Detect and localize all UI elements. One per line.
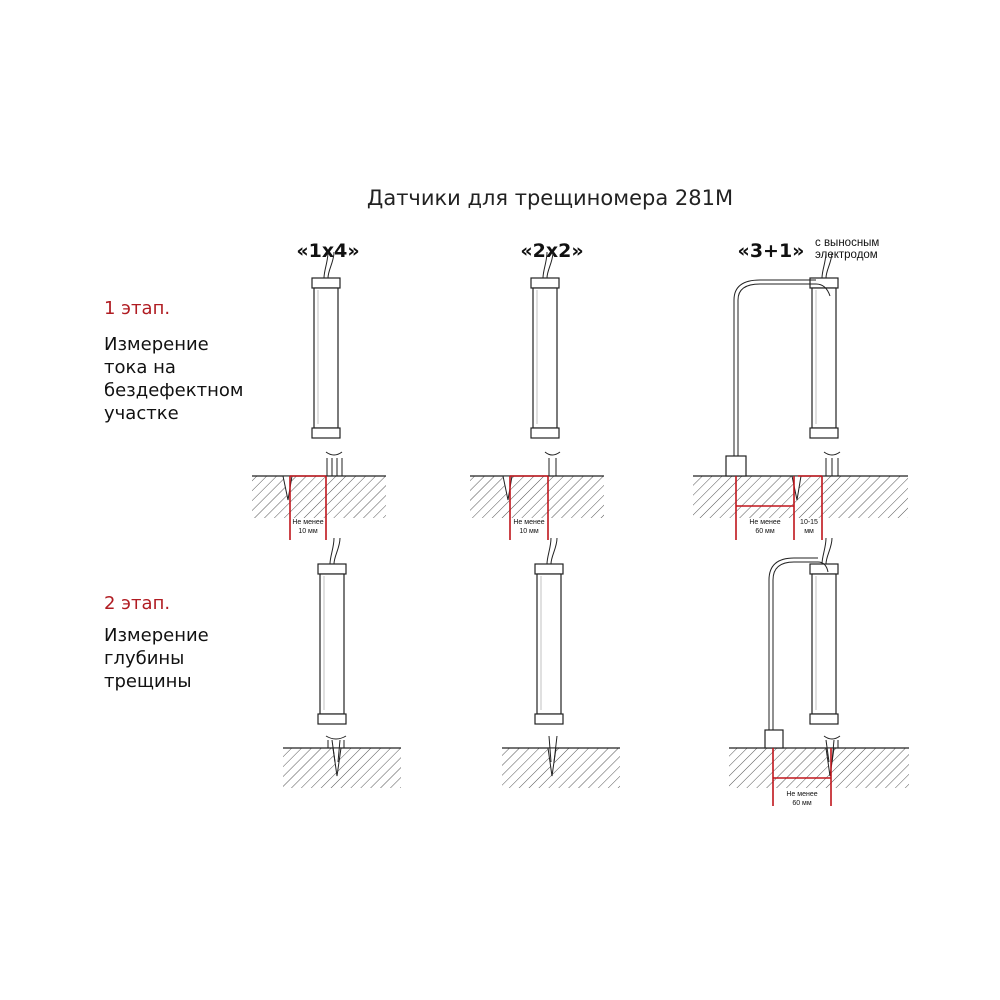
dim-label-10mm: Не менее bbox=[292, 519, 324, 526]
stage1-1x4-drawing bbox=[252, 252, 386, 540]
column-header-1x4: «1х4» bbox=[296, 240, 360, 262]
column-header-3plus1: «3+1» bbox=[737, 240, 805, 262]
stage-1-label: 1 этап. bbox=[104, 298, 171, 319]
stage-2-desc-line: глубины bbox=[104, 648, 185, 669]
dim-label-10mm-unit: 10 мм bbox=[519, 528, 539, 535]
dim-label-60mm: Не менее bbox=[786, 791, 818, 798]
stage-2-desc-line: трещины bbox=[104, 671, 192, 692]
stage2-1x4-drawing bbox=[283, 538, 401, 788]
stage-1-desc-line: Измерение bbox=[104, 334, 209, 355]
stage-2-label: 2 этап. bbox=[104, 593, 171, 614]
column-header-2x2: «2х2» bbox=[520, 240, 584, 262]
stage-2-desc-line: Измерение bbox=[104, 625, 209, 646]
dim-label-60mm-unit: 60 мм bbox=[792, 800, 812, 807]
stage-1-desc-line: участке bbox=[104, 403, 179, 424]
dim-label-10mm-unit: 10 мм bbox=[298, 528, 318, 535]
stage1-3plus1-drawing bbox=[693, 252, 908, 540]
stage2-3plus1-drawing bbox=[729, 538, 909, 807]
dim-label-10-15mm-unit: мм bbox=[804, 528, 814, 535]
remote-electrode-note-line1: с выносным bbox=[815, 237, 880, 249]
dim-label-60mm: Не менее bbox=[749, 519, 781, 526]
stage2-2x2-drawing bbox=[502, 538, 620, 788]
stage-1-desc-line: бездефектном bbox=[104, 380, 244, 401]
dim-label-10-15mm: 10-15 bbox=[800, 519, 818, 526]
stage-1-desc-line: тока на bbox=[104, 357, 176, 378]
dim-label-10mm: Не менее bbox=[513, 519, 545, 526]
stage1-2x2-drawing bbox=[470, 252, 604, 540]
dim-label-60mm-unit: 60 мм bbox=[755, 528, 775, 535]
diagram-title: Датчики для трещиномера 281М bbox=[366, 186, 734, 210]
remote-electrode-note-line2: электродом bbox=[815, 249, 878, 261]
